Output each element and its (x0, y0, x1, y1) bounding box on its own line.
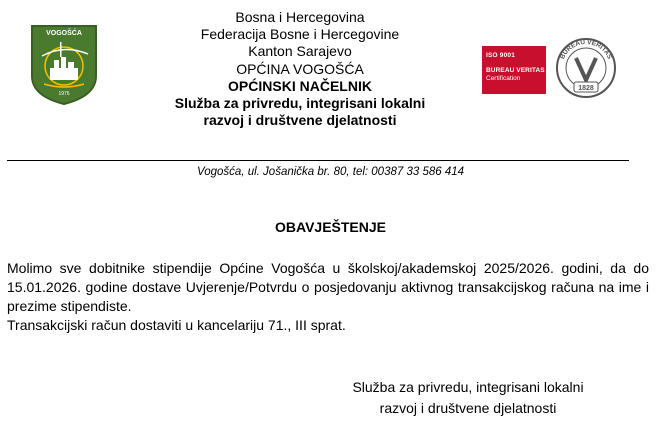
notice-paragraph-2: Transakcijski račun dostaviti u kancelariju 71., III sprat. (7, 317, 346, 333)
notice-paragraph-1: Molimo sve dobitnike stipendije Općine Vogošća u školskoj/akademskoj 2025/2026. godini, da do 15.01.2026. godine dostave Uvjerenje/Potvrdu o posjedovanju aktivnog transakcijskog računa na ime i prezime stipendiste. (7, 260, 649, 314)
crest-year-text: 1976 (58, 91, 70, 97)
certification-label: Certification (486, 75, 521, 82)
seal-arc-text: BUREAU VERITAS (559, 38, 613, 61)
signature-line2: razvoj i društvene djelatnosti (379, 400, 557, 416)
municipality-name: OPĆINA VOGOŠĆA (236, 60, 364, 77)
office-name: OPĆINSKI NAČELNIK (228, 77, 372, 94)
federation-name: Federacija Bosne i Hercegovine (200, 26, 400, 43)
seal-year-text: 1828 (578, 85, 594, 92)
header-divider (7, 160, 629, 161)
service-name-line1: Služba za privredu, integrisani lokalni (174, 95, 426, 112)
signature-line1: Služba za privredu, integrisani lokalni (352, 379, 584, 395)
notice-body (7, 259, 649, 335)
contact-address: Vogošća, ul. Jošanička br. 80, tel: 00387 33 586 414 (196, 166, 465, 178)
municipality-crest-logo (30, 24, 98, 106)
certification-badge (482, 46, 546, 94)
signature-block (318, 377, 618, 419)
country-name: Bosna i Hercegovina (235, 9, 365, 25)
letterhead (140, 9, 460, 129)
iso-standard: ISO 9001 (486, 52, 516, 59)
canton-name: Kanton Sarajevo (248, 43, 352, 60)
certifier-name: BUREAU VERITAS (486, 67, 545, 74)
bureau-veritas-seal (554, 36, 618, 104)
notice-title: OBAVJEŠTENJE (275, 219, 386, 235)
crest-name-text: VOGOŠĆA (46, 30, 82, 37)
service-name-line2: razvoj i društvene djelatnosti (203, 112, 397, 129)
